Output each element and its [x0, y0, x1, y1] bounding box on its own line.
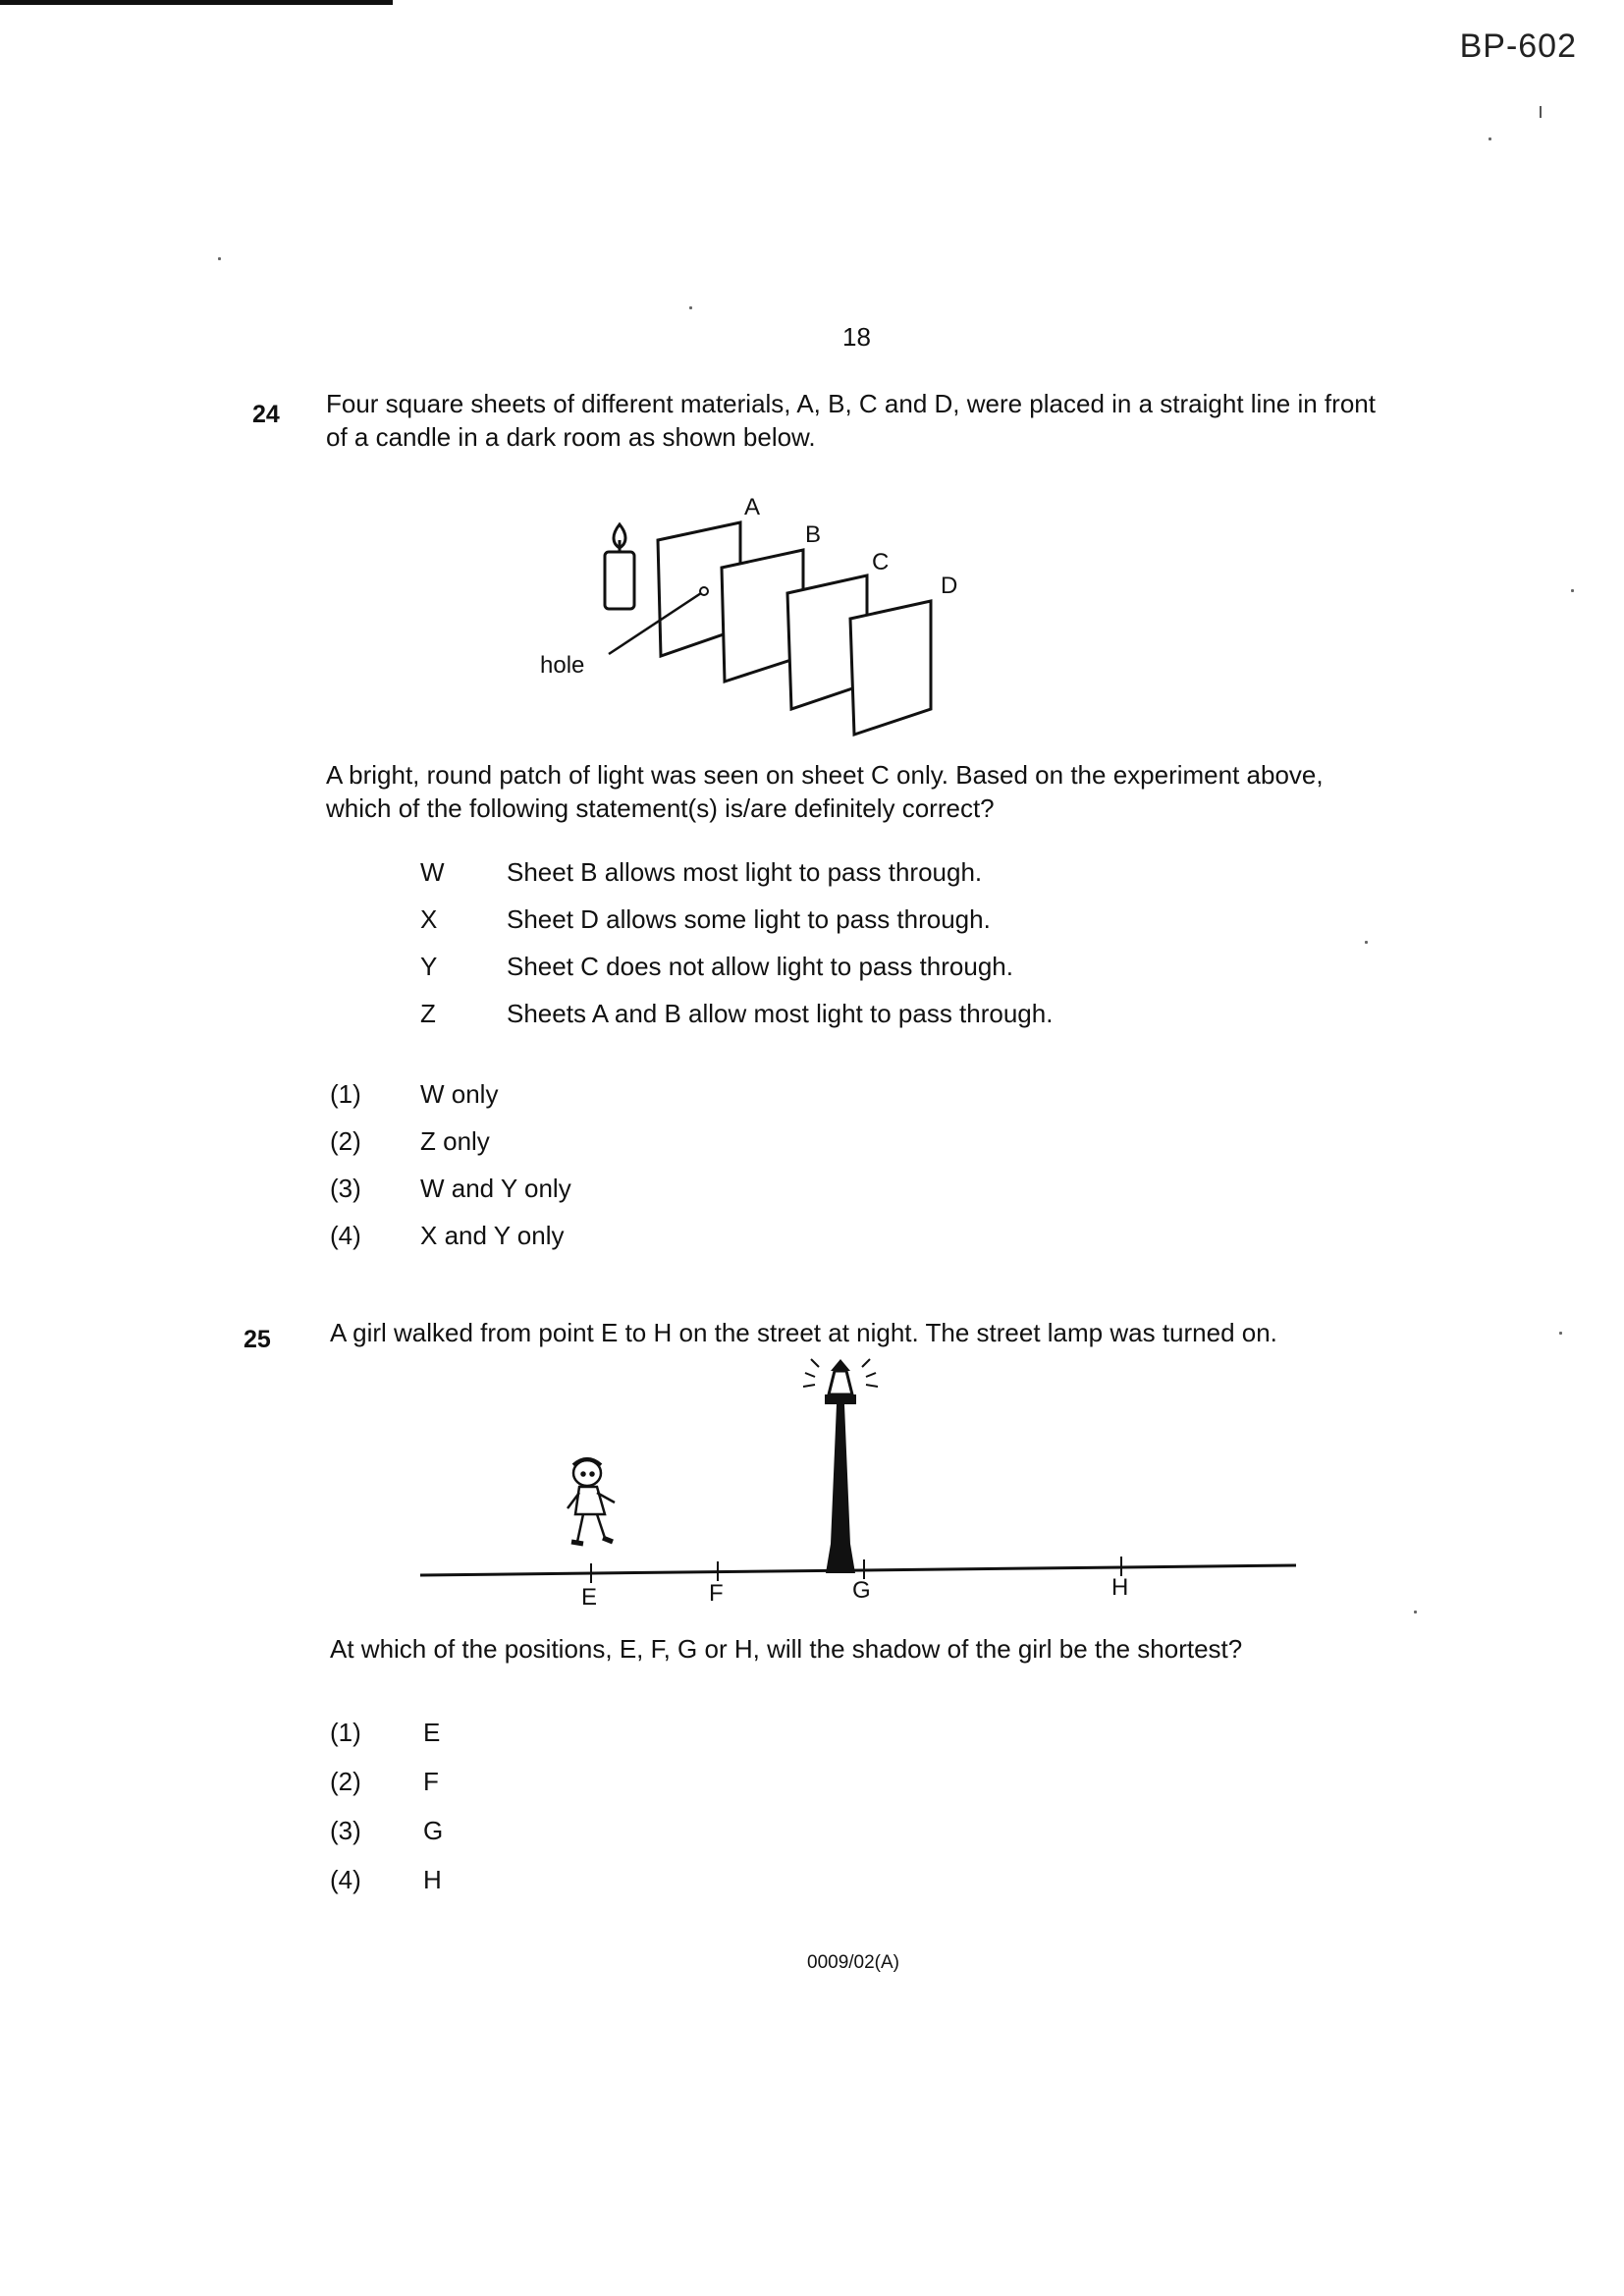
sheet-d — [850, 601, 931, 735]
q24-question-line1: A bright, round patch of light was seen on sheet C only. Based on the experiment above, — [326, 760, 1324, 790]
scan-speck — [218, 257, 221, 260]
option-text[interactable]: X and Y only — [420, 1221, 565, 1250]
point-label-e: E — [581, 1584, 598, 1611]
top-rule — [0, 0, 393, 5]
option-number[interactable]: (2) — [330, 1767, 361, 1796]
scan-speck — [1414, 1611, 1417, 1613]
q25-question: At which of the positions, E, F, G or H, will the shadow of the girl be the shortest? — [330, 1634, 1243, 1664]
candle-icon — [605, 524, 634, 609]
option-text[interactable]: E — [423, 1718, 441, 1747]
option-text[interactable]: H — [423, 1865, 442, 1894]
label-hole: hole — [540, 652, 585, 679]
scan-speck — [1571, 589, 1574, 592]
statement-text: Sheet B allows most light to pass through. — [507, 857, 983, 887]
label-b: B — [805, 521, 822, 548]
point-label-h: H — [1111, 1574, 1129, 1601]
question-number-24: 24 — [252, 401, 280, 428]
label-d: D — [941, 573, 958, 599]
candle-sheets-diagram — [520, 481, 1031, 746]
statement-letter: Y — [420, 952, 438, 981]
street-lamp-diagram — [412, 1355, 1316, 1611]
option-text[interactable]: W only — [420, 1079, 499, 1109]
q25-intro: A girl walked from point E to H on the street at night. The street lamp was turned on. — [330, 1318, 1277, 1347]
label-c: C — [872, 549, 890, 575]
street-lamp-icon — [803, 1359, 878, 1573]
option-number[interactable]: (4) — [330, 1221, 361, 1250]
page-number: 18 — [842, 322, 871, 352]
option-text[interactable]: W and Y only — [420, 1174, 571, 1203]
option-number[interactable]: (3) — [330, 1174, 361, 1203]
girl-figure-icon — [568, 1459, 615, 1544]
statement-text: Sheets A and B allow most light to pass through. — [507, 999, 1054, 1028]
label-a: A — [744, 494, 761, 520]
point-label-g: G — [852, 1577, 871, 1604]
option-number[interactable]: (3) — [330, 1816, 361, 1845]
question-number-25: 25 — [244, 1326, 271, 1353]
statement-letter: X — [420, 904, 438, 934]
option-number[interactable]: (2) — [330, 1126, 361, 1156]
statement-text: Sheet C does not allow light to pass through. — [507, 952, 1013, 981]
q24-intro-line1: Four square sheets of different materials, A, B, C and D, were placed in a straight line in front — [326, 389, 1376, 418]
scan-speck — [1489, 137, 1491, 140]
option-number[interactable]: (1) — [330, 1718, 361, 1747]
option-number[interactable]: (4) — [330, 1865, 361, 1894]
statement-letter: W — [420, 857, 445, 887]
option-text[interactable]: Z only — [420, 1126, 490, 1156]
option-text[interactable]: F — [423, 1767, 439, 1796]
option-number[interactable]: (1) — [330, 1079, 361, 1109]
footer-code: 0009/02(A) — [807, 1952, 900, 1973]
scan-mark — [1540, 106, 1542, 118]
document-code: BP-602 — [1459, 27, 1577, 65]
scan-speck — [1365, 941, 1368, 944]
option-text[interactable]: G — [423, 1816, 444, 1845]
scan-speck — [689, 306, 692, 309]
street-line — [420, 1565, 1296, 1575]
point-label-f: F — [709, 1580, 724, 1607]
q24-question-line2: which of the following statement(s) is/are definitely correct? — [326, 793, 995, 823]
q24-intro-line2: of a candle in a dark room as shown below. — [326, 422, 816, 452]
scan-speck — [1559, 1332, 1562, 1335]
statement-text: Sheet D allows some light to pass through. — [507, 904, 991, 934]
statement-letter: Z — [420, 999, 436, 1028]
